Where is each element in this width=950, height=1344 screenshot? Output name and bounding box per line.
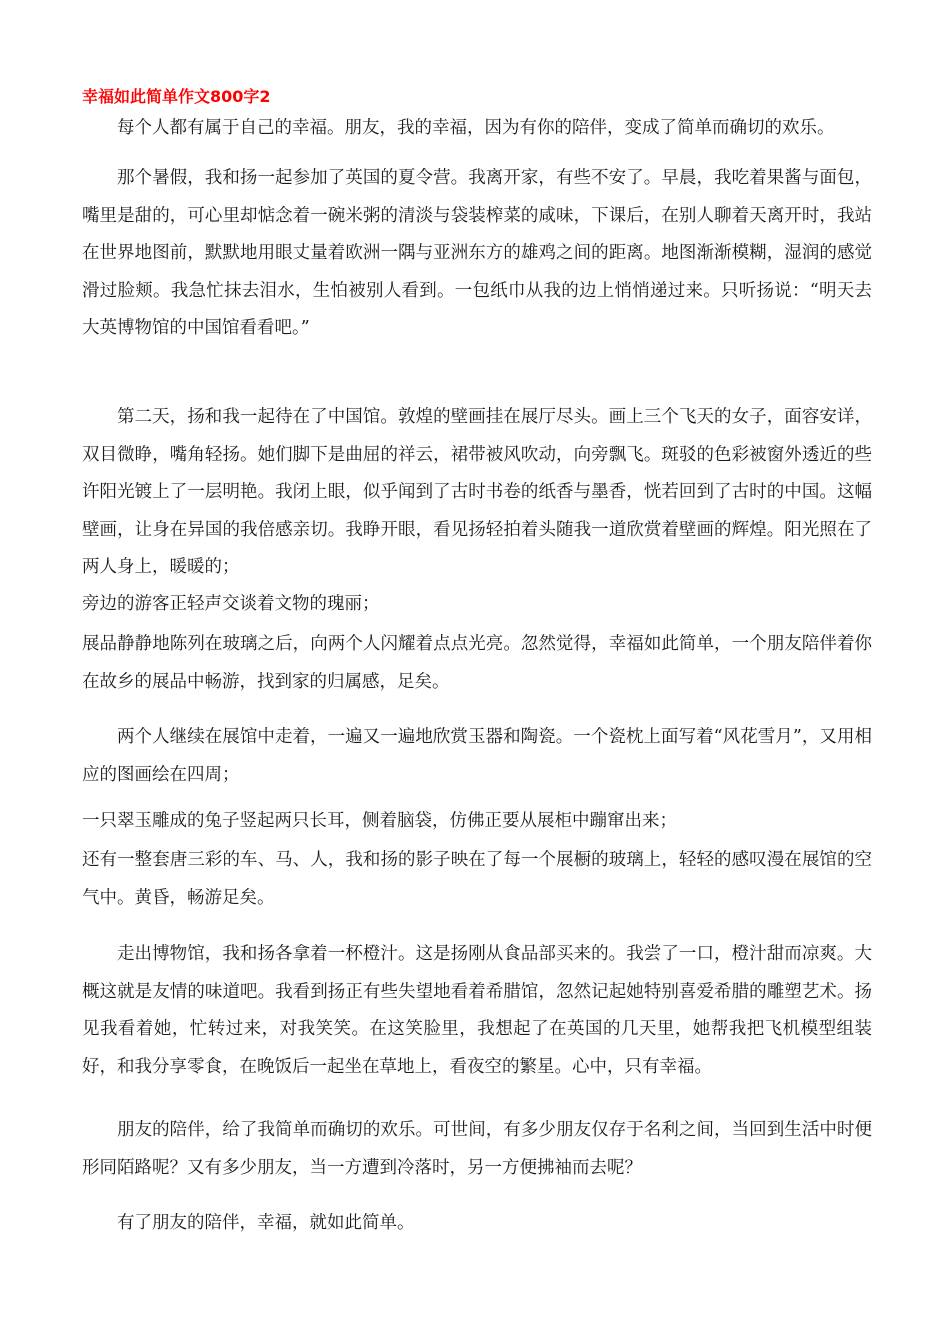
paragraph-9: 走出博物馆，我和扬各拿着一杯橙汁。这是扬刚从食品部买来的。我尝了一口，橙汁甜而凉爽。大概这就是友情的味道吧。我看到扬正有些失望地看着希腊馆，忽然记起她特别喜爱希腊的雕塑艺术。扬见我看着她，忙转过来，对我笑笑。在这笑脸里，我想起了在英国的几天里，她帮我把飞机模型组装好，和我分享零食，在晚饭后一起坐在草地上，看夜空的繁星。心中，只有幸福。 — [82, 944, 872, 1077]
paragraph-11: 有了朋友的陪伴，幸福，就如此简单。 — [117, 1213, 415, 1233]
paragraph-1: 每个人都有属于自己的幸福。朋友，我的幸福，因为有你的陪伴，变成了简单而确切的欢乐。 — [117, 118, 835, 138]
paragraph-10: 朋友的陪伴，给了我简单而确切的欢乐。可世间，有多少朋友仅存于名利之间，当回到生活中时便形同陌路呢？又有多少朋友，当一方遭到冷落时，另一方便拂袖而去呢？ — [82, 1120, 872, 1178]
paragraph-7: 一只翠玉雕成的兔子竖起两只长耳，侧着脑袋，仿佛正要从展柜中蹦窜出来； — [82, 811, 677, 831]
paragraph-3: 第二天，扬和我一起待在了中国馆。敦煌的壁画挂在展厅尽头。画上三个飞天的女子，面容安详，双目微睁，嘴角轻扬。她们脚下是曲屈的祥云，裙带被风吹动，向旁飘飞。斑驳的色彩被窗外透近的些许阳光镀上了一层明艳。我闭上眼，似乎闻到了古时书卷的纸香与墨香，恍若回到了古时的中国。这幅壁画，让身在异国的我倍感亲切。我睁开眼，看见扬轻拍着头随我一道欣赏着壁画的辉煌。阳光照在了两人身上，暖暖的； — [82, 407, 872, 578]
paragraph-4: 旁边的游客正轻声交谈着文物的瑰丽； — [82, 594, 380, 614]
paragraph-2: 那个暑假，我和扬一起参加了英国的夏令营。我离开家，有些不安了。早晨，我吃着果酱与面包，嘴里是甜的，可心里却惦念着一碗米粥的清淡与袋装榨菜的咸味，下课后，在别人聊着天离开时，我站在世界地图前，默默地用眼丈量着欧洲一隅与亚洲东方的雄鸡之间的距离。地图渐渐模糊，湿润的感觉滑过脸颊。我急忙抹去泪水，生怕被别人看到。一包纸巾从我的边上悄悄递过来。只听扬说：“明天去大英博物馆的中国馆看看吧。” — [82, 168, 872, 339]
document-title: 幸福如此简单作文800字2 — [82, 87, 271, 106]
paragraph-6: 两个人继续在展馆中走着，一遍又一遍地欣赏玉器和陶瓷。一个瓷枕上面写着“风花雪月”，又用相应的图画绘在四周； — [82, 727, 872, 785]
paragraph-5: 展品静静地陈列在玻璃之后，向两个人闪耀着点点光亮。忽然觉得，幸福如此简单，一个朋友陪伴着你在故乡的展品中畅游，找到家的归属感，足矣。 — [82, 634, 872, 692]
paragraph-8: 还有一整套唐三彩的车、马、人，我和扬的影子映在了每一个展橱的玻璃上，轻轻的感叹漫在展馆的空气中。黄昏，畅游足矣。 — [82, 850, 872, 908]
